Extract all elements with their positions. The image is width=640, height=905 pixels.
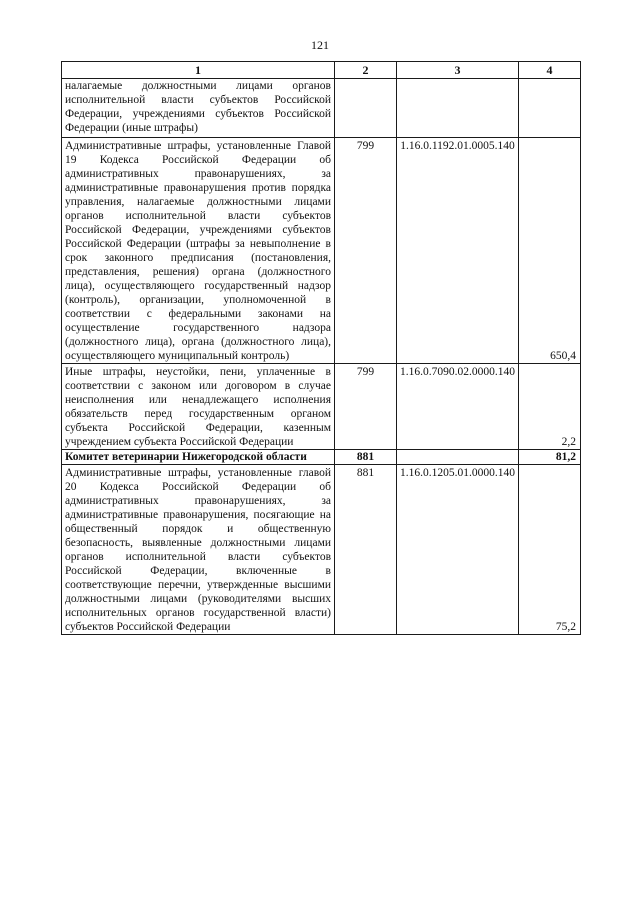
row-amount: 2,2	[519, 364, 581, 450]
table-row	[62, 465, 581, 635]
row-income-code: 1.16.0.7090.02.0000.140	[397, 364, 519, 450]
row-income-code	[397, 79, 519, 138]
row-description: Комитет ветеринарии Нижегородской области	[62, 450, 335, 465]
row-description: Административные штрафы, установленные главой 20 Кодекса Российской Федерации об административных правонарушениях, за административные правонарушения, посягающие на общественный порядок и общественную безопасность, выявленные должностными лицами органов исполнительной власти субъектов Российской Федерации, включенные в соответствующие перечни, утвержденные высшими должностными лицами (руководителями высших исполнительных органов государственной власти) субъектов Российской Федерации	[62, 465, 335, 635]
row-amount: 75,2	[519, 465, 581, 635]
row-income-code: 1.16.0.1192.01.0005.140	[397, 138, 519, 364]
table-row	[62, 79, 581, 138]
row-income-code	[397, 450, 519, 465]
row-admin-code: 799	[335, 364, 397, 450]
header-col-3: 3	[397, 62, 519, 79]
row-amount: 650,4	[519, 138, 581, 364]
row-admin-code	[335, 79, 397, 138]
row-description: Иные штрафы, неустойки, пени, уплаченные в соответствии с законом или договором в случае неисполнения или ненадлежащего исполнения обязательств перед государственным органом субъекта Российской Федерации, казенным учреждением субъекта Российской Федерации	[62, 364, 335, 450]
header-col-2: 2	[335, 62, 397, 79]
row-description: Административные штрафы, установленные Главой 19 Кодекса Российской Федерации об административных правонарушениях, за административные правонарушения против порядка управления, налагаемые должностными лицами органов исполнительной власти субъектов Российской Федерации, учреждениями субъектов Российской Федерации (штрафы за невыполнение в срок законного предписания (постановления, представления, решения) органа (должностного лица), осуществляющего государственный надзор (контроль), организации, уполномоченной в соответствии с федеральными законами на осуществление государственного надзора (должностного лица), органа (должностного лица), осуществляющего муниципальный контроль)	[62, 138, 335, 364]
row-admin-code: 881	[335, 450, 397, 465]
row-amount	[519, 79, 581, 138]
table-row-section	[62, 450, 581, 465]
page-number: 121	[311, 38, 329, 52]
header-col-4: 4	[519, 62, 581, 79]
row-admin-code: 799	[335, 138, 397, 364]
row-description: налагаемые должностными лицами органов исполнительной власти субъектов Российской Федерации, учреждениями субъектов Российской Федерации (иные штрафы)	[62, 79, 335, 138]
table-row	[62, 364, 581, 450]
table-row	[62, 138, 581, 364]
row-admin-code: 881	[335, 465, 397, 635]
table-header-row	[62, 62, 581, 79]
row-amount: 81,2	[519, 450, 581, 465]
revenue-table	[61, 61, 581, 635]
row-income-code: 1.16.0.1205.01.0000.140	[397, 465, 519, 635]
header-col-1: 1	[62, 62, 335, 79]
